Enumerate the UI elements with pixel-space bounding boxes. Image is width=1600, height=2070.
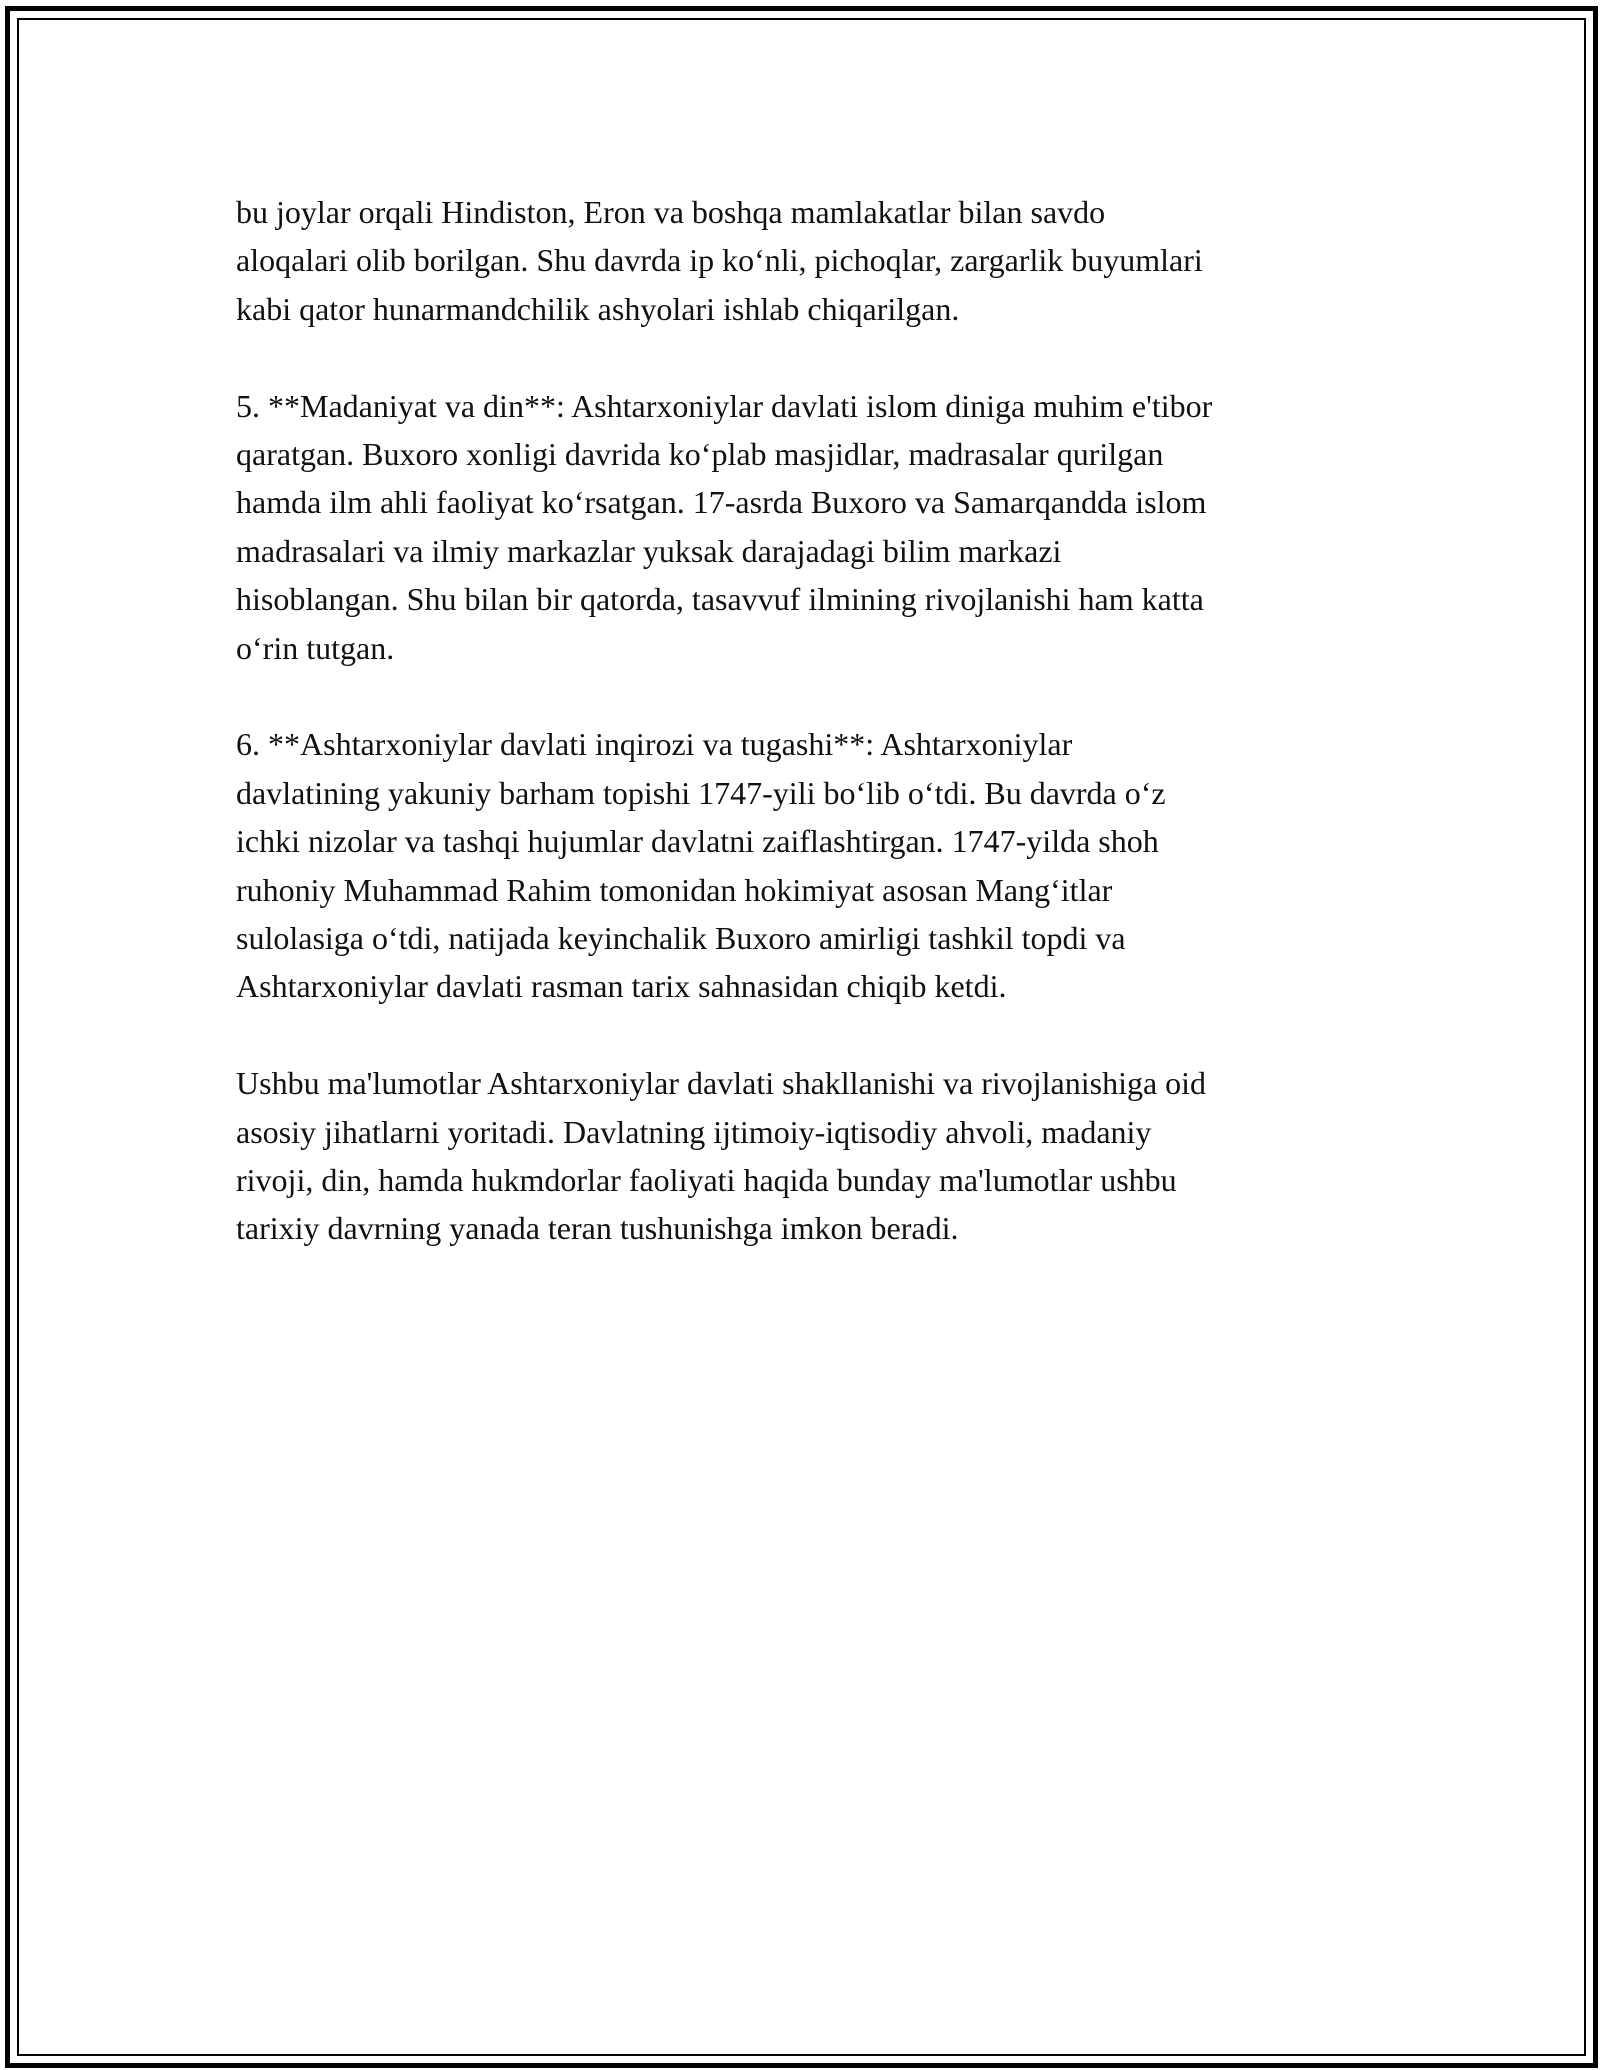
- paragraph-trade: bu joylar orqali Hindiston, Eron va boshqa mamlakatlar bilan savdo aloqalari olib borilgan. Shu davrda ip ko‘nli, pichoqlar, zargarlik buyumlari kabi qator hunarmandchilik ashyolari ishlab chiqarilgan.: [236, 194, 1203, 327]
- paragraph-culture-religion: 5. **Madaniyat va din**: Ashtarxoniylar davlati islom diniga muhim e'tibor qaratgan. Buxoro xonligi davrida ko‘plab masjidlar, madrasalar qurilgan hamda ilm ahli faoliyat ko‘rsatgan. 17-asrda Buxoro va Samarqandda islom madrasalari va ilmiy markazlar yuksak darajadagi bilim markazi hisoblangan. Shu bilan bir qatorda, tasavvuf ilmining rivojlanishi ham katta o‘rin tutgan.: [236, 387, 1213, 666]
- document-body: [236, 188, 1366, 1301]
- paragraph-conclusion: Ushbu ma'lumotlar Ashtarxoniylar davlati shakllanishi va rivojlanishiga oid asosiy jihatlarni yoritadi. Davlatning ijtimoiy-iqtisodiy ahvoli, madaniy rivoji, din, hamda hukmdorlar faoliyati haqida bunday ma'lumotlar ushbu tarixiy davrning yanada teran tushunishga imkon beradi.: [236, 1065, 1207, 1247]
- paragraph-decline: 6. **Ashtarxoniylar davlati inqirozi va tugashi**: Ashtarxoniylar davlatining yakuniy barham topishi 1747-yili bo‘lib o‘tdi. Bu davrda o‘z ichki nizolar va tashqi hujumlar davlatni zaiflashtirgan. 1747-yilda shoh ruhoniy Muhammad Rahim tomonidan hokimiyat asosan Mang‘itlar sulolasiga o‘tdi, natijada keyinchalik Buxoro amirligi tashkil topdi va Ashtarxoniylar davlati rasman tarix sahnasidan chiqib ketdi.: [236, 726, 1166, 1005]
